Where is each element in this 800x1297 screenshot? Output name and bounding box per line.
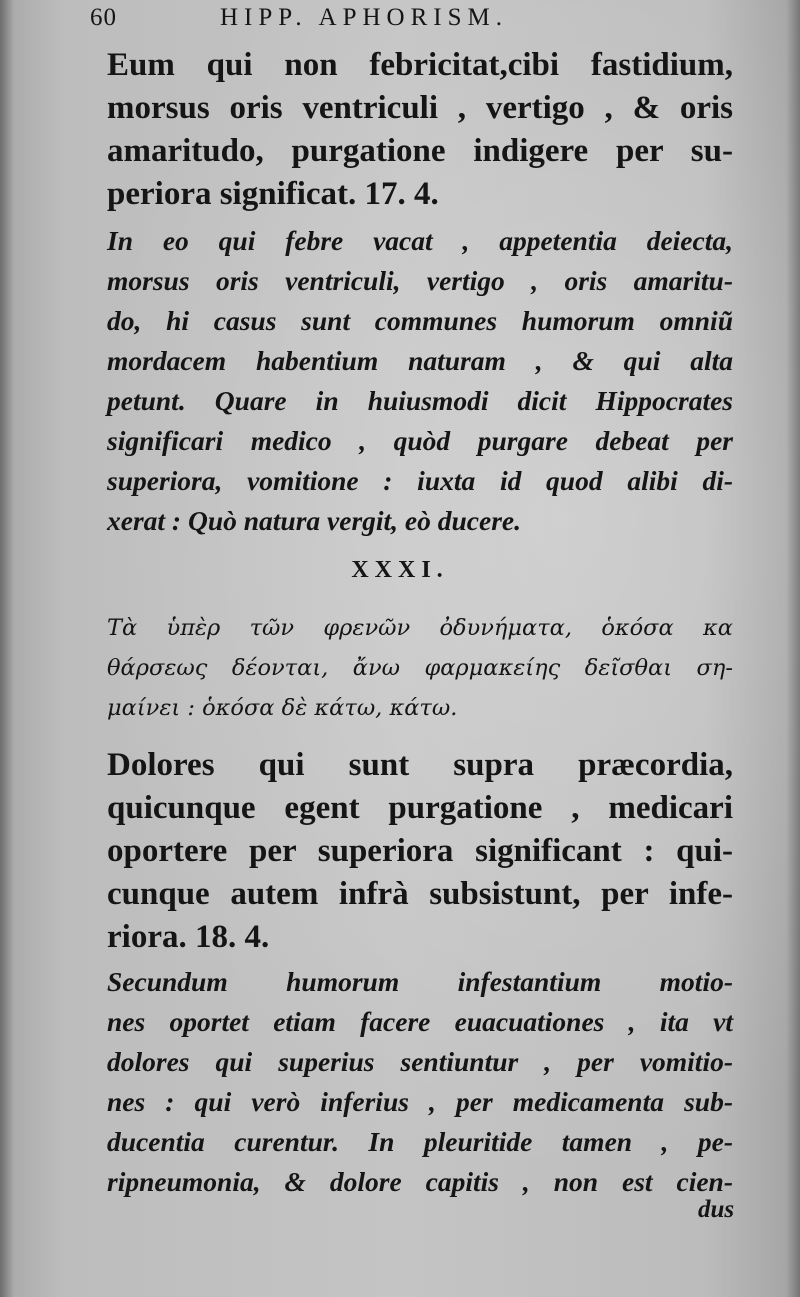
commentary-18-line: dolores qui superius sentiuntur , per vomitio- bbox=[107, 1046, 733, 1077]
page-left-edge-shadow bbox=[0, 0, 14, 1297]
aphorism-18-line: oportere per superiora significant : qui- bbox=[107, 833, 733, 869]
aphorism-18-line: Dolores qui sunt supra præcordia, bbox=[107, 747, 733, 783]
aphorism-18-line: riora. 18. 4. bbox=[107, 919, 270, 955]
aphorism-17-line: morsus oris ventriculi , vertigo , & oris bbox=[107, 90, 733, 126]
page-right-edge-shadow bbox=[786, 0, 800, 1297]
commentary-17-line: do, hi casus sunt communes humorum omniũ bbox=[107, 305, 733, 336]
aphorism-17-line: periora significat. 17. 4. bbox=[107, 176, 439, 212]
commentary-18-line: ripneumonia, & dolore capitis , non est cien- bbox=[107, 1166, 733, 1197]
greek-line: μαίνει : ὁκόσα δὲ κάτω, κάτω. bbox=[107, 695, 458, 721]
aphorism-18-line: quicunque egent purgatione , medicari bbox=[107, 790, 733, 826]
commentary-18-line: Secundum humorum infestantium motio- bbox=[107, 966, 733, 997]
aphorism-17-line: Eum qui non febricitat,cibi fastidium, bbox=[107, 47, 733, 83]
commentary-17-line: significari medico , quòd purgare debeat per bbox=[107, 425, 733, 456]
commentary-17-line: mordacem habentium naturam , & qui alta bbox=[107, 345, 733, 376]
commentary-17-line: morsus oris ventriculi, vertigo , oris amaritu- bbox=[107, 265, 733, 296]
running-title: HIPP. APHORISM. bbox=[220, 4, 508, 31]
commentary-17-line: petunt. Quare in huiusmodi dicit Hippocrates bbox=[107, 385, 733, 416]
catchword: dus bbox=[698, 1196, 735, 1223]
aphorism-18-line: cunque autem infrà subsistunt, per infe- bbox=[107, 876, 733, 912]
greek-aphorism bbox=[107, 608, 733, 728]
commentary-18-line: nes : qui verò inferius , per medicamenta sub- bbox=[107, 1086, 733, 1117]
commentary-17 bbox=[107, 221, 733, 541]
commentary-18 bbox=[107, 962, 733, 1202]
running-head bbox=[90, 4, 730, 34]
commentary-17-line: xerat : Quò natura vergit, eò ducere. bbox=[107, 505, 522, 536]
commentary-18-line: nes oportet etiam facere euacuationes , ita vt bbox=[107, 1006, 733, 1037]
greek-line: θάρσεως δέονται, ἄνω φαρμακείης δεῖσθαι ση- bbox=[107, 655, 733, 681]
aphorism-17-line: amaritudo, purgatione indigere per su- bbox=[107, 133, 733, 169]
aphorism-17 bbox=[107, 44, 733, 216]
greek-line: Τὰ ὑπὲρ τῶν φρενῶν ὀδυνήματα, ὁκόσα κα bbox=[107, 615, 733, 641]
commentary-17-line: In eo qui febre vacat , appetentia deiecta, bbox=[107, 225, 733, 256]
section-numeral: XXXI. bbox=[351, 557, 449, 583]
aphorism-18 bbox=[107, 744, 733, 959]
page-number: 60 bbox=[90, 4, 117, 31]
commentary-17-line: superiora, vomitione : iuxta id quod alibi di- bbox=[107, 465, 733, 496]
commentary-18-line: ducentia curentur. In pleuritide tamen , pe- bbox=[107, 1126, 733, 1157]
